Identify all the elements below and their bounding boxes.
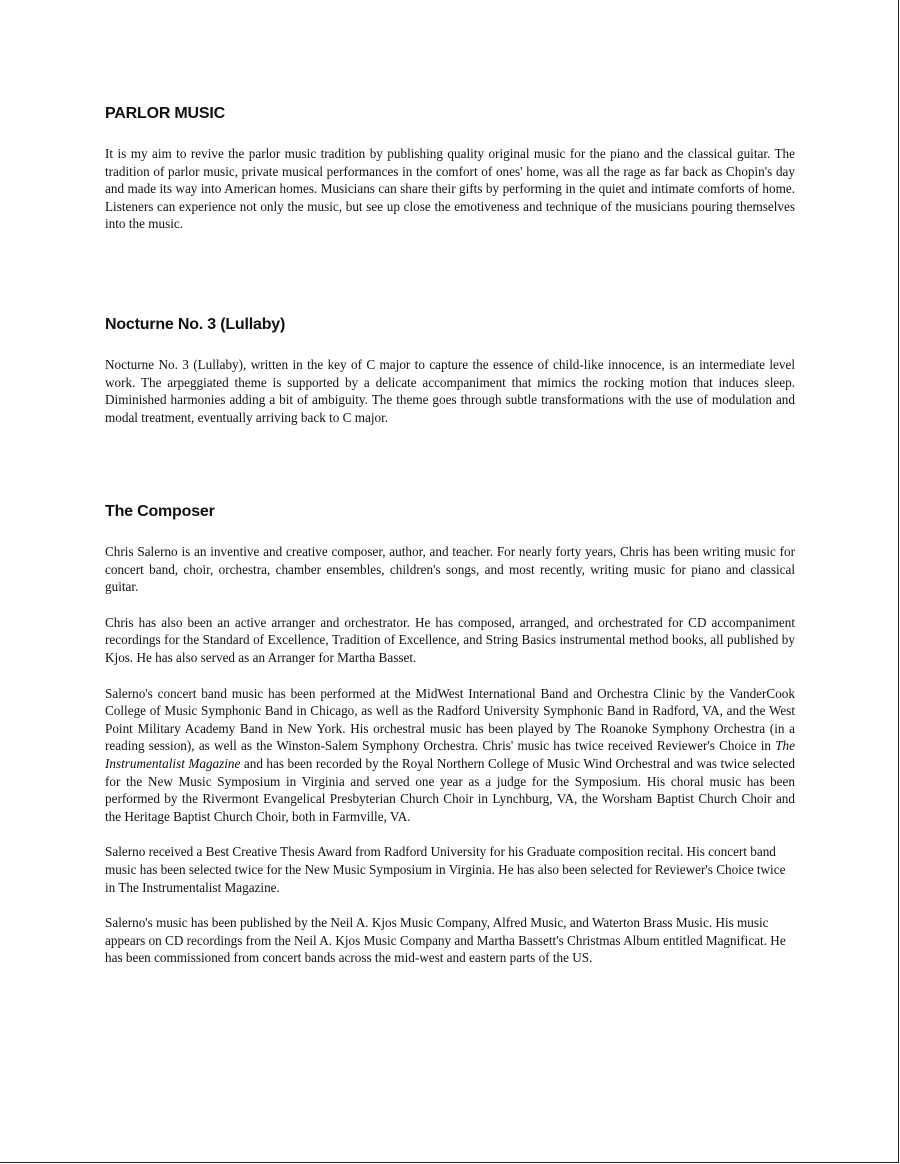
section-title-nocturne: Nocturne No. 3 (Lullaby)	[105, 316, 286, 333]
paragraph-composer-performances-part-2: and has been recorded by the Royal Northern College of Music Wind Orchestral and was twice selected for the New Music Symposium in Virginia and served one year as a judge for the Symposium. His choral music has been performed by the Rivermont Evangelical Presbyterian Church Choir in Lynchburg, VA, the Worsham Baptist Church Choir and the Heritage Baptist Church Choir, both in Farmville, VA.	[105, 755, 795, 824]
section-title-parlor-music: PARLOR MUSIC	[105, 105, 225, 122]
paragraph-composer-awards: Salerno received a Best Creative Thesis Award from Radford University for his Graduate composition recital. His concert band music has been selected twice for the New Music Symposium in Virginia. He has also been selected for Reviewer's Choice twice in The Instrumentalist Magazine.	[105, 844, 786, 895]
publication-title-italic: The Instrumentalist Magazine	[105, 738, 795, 771]
paragraph-composer-publishers: Salerno's music has been published by the Neil A. Kjos Music Company, Alfred Music, and Waterton Brass Music. His music appears on CD recordings from the Neil A. Kjos Music Company and Martha Bassett's Christmas Album entitled Magnificat. He has been commissioned from concert bands across the mid-west and eastern parts of the US.	[105, 915, 786, 966]
section-nocturne	[105, 315, 795, 426]
paragraph-composer-performances-part-1: Salerno's concert band music has been performed at the MidWest International Band and Orchestra Clinic by the VanderCook College of Music Symphonic Band in Chicago, as well as the Radford University Symphonic Band in Radford, VA, and the West Point Military Academy Band in New York. His orchestral music has been played by The Roanoke Symphony Orchestra (in a reading session), as well as the Winston-Salem Symphony Orchestra. Chris' music has twice received Reviewer's Choice in	[105, 685, 795, 754]
paragraph-parlor-music: It is my aim to revive the parlor music tradition by publishing quality original music for the piano and the classical guitar. The tradition of parlor music, private musical performances in the comfort of ones' home, was all the rage as far back as Chopin's day and made its way into American homes. Musicians can share their gifts by performing in the quiet and intimate comforts of home. Listeners can experience not only the music, but see up close the emotiveness and technique of the musicians pouring themselves into the music.	[105, 146, 795, 232]
paragraph-composer-arranger: Chris has also been an active arranger and orchestrator. He has composed, arranged, and orchestrated for CD accompaniment recordings for the Standard of Excellence, Tradition of Excellence, and String Basics instrumental method books, all published by Kjos. He has also served as an Arranger for Martha Basset.	[105, 614, 795, 665]
paragraph-composer-performances	[105, 685, 795, 826]
section-title-composer: The Composer	[105, 503, 215, 520]
section-parlor-music	[105, 104, 795, 233]
section-composer	[105, 502, 795, 967]
paragraph-nocturne: Nocturne No. 3 (Lullaby), written in the key of C major to capture the essence of child-like innocence, is an intermediate level work. The arpeggiated theme is supported by a delicate accompaniment that mimics the rocking motion that induces sleep. Diminished harmonies adding a bit of ambiguity. The theme goes through subtle transformations with the use of modulation and modal treatment, eventually arriving back to C major.	[105, 357, 795, 425]
paragraph-composer-bio: Chris Salerno is an inventive and creative composer, author, and teacher. For nearly forty years, Chris has been writing music for concert band, choir, orchestra, chamber ensembles, children's songs, and most recently, writing music for piano and classical guitar.	[105, 544, 795, 595]
